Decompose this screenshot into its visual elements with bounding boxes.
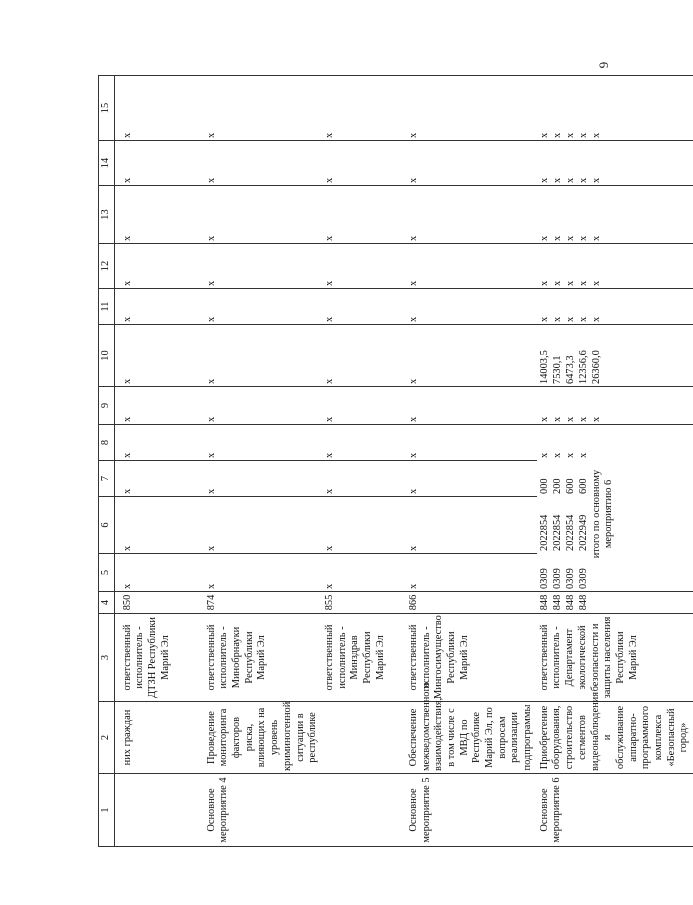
table-row xyxy=(120,76,204,847)
value: x xyxy=(564,316,576,322)
value: x xyxy=(551,177,563,183)
value: x xyxy=(538,416,550,422)
csr: 2022949 xyxy=(577,514,589,551)
value: x xyxy=(551,235,563,241)
col-header-7: 7 xyxy=(99,461,115,497)
amount-value: 12356,6 xyxy=(577,350,589,384)
cell: x xyxy=(120,325,204,387)
table-row xyxy=(406,76,537,847)
value: x xyxy=(577,316,589,322)
value: x xyxy=(551,316,563,322)
row-event-description: Приобретение оборудования, строительство сегментов видеонаблюдения и обслуживание аппаратно-программного комплекса «Безопасный город» xyxy=(537,702,693,774)
cell: x xyxy=(406,289,537,325)
code-line xyxy=(539,427,552,589)
row-executor: ответственный исполнитель - Мингосимущество Республики Марий Эл xyxy=(406,614,537,702)
cell: x xyxy=(120,425,204,461)
col-header-11: 11 xyxy=(99,289,115,325)
cell: x xyxy=(322,289,406,325)
cell: x xyxy=(204,141,322,186)
total-value: x xyxy=(590,316,602,322)
cell: x xyxy=(322,461,406,497)
value: x xyxy=(577,177,589,183)
col-header-2: 2 xyxy=(99,702,115,774)
col12-cell xyxy=(537,244,693,289)
cell: x xyxy=(551,452,563,458)
cell: x xyxy=(577,452,589,458)
col-header-10: 10 xyxy=(99,325,115,387)
cell: x xyxy=(204,387,322,425)
cell: x xyxy=(120,289,204,325)
code-line xyxy=(552,427,565,589)
value: x xyxy=(564,235,576,241)
row-event-description: Обеспечение межведомственного взаимодействия, в том числе с МВД по Республике Марий Эл, по вопросам реализации подпрограммы xyxy=(406,702,537,774)
amount-value: 6473,3 xyxy=(564,355,576,384)
total-value: x xyxy=(590,177,602,183)
col13-cell xyxy=(537,186,693,244)
col-header-4: 4 xyxy=(99,592,115,614)
rz-pr: 0309 xyxy=(577,568,589,589)
row-executor: ответственный исполнитель - Минздрав Республики Марий Эл xyxy=(322,614,406,702)
row-grbs-code xyxy=(537,592,693,614)
cell: x xyxy=(322,425,406,461)
cell: x xyxy=(406,497,537,554)
col-header-13: 13 xyxy=(99,186,115,244)
value: x xyxy=(538,316,550,322)
cell: x xyxy=(406,186,537,244)
cell: x xyxy=(406,425,537,461)
value: x xyxy=(577,132,589,138)
rz-pr: 0309 xyxy=(538,568,550,589)
value: x xyxy=(551,132,563,138)
cell: x xyxy=(120,141,204,186)
amount-cell xyxy=(537,325,693,387)
value: x xyxy=(538,132,550,138)
row-event-name: Основное мероприятие 4 xyxy=(204,774,322,847)
cell: x xyxy=(120,497,204,554)
total-value: x xyxy=(590,280,602,286)
vr: 600 xyxy=(577,478,589,494)
cell: x xyxy=(204,554,322,592)
header-row xyxy=(99,76,115,847)
page-number: 6 xyxy=(596,61,612,69)
value: x xyxy=(538,235,550,241)
cell: x xyxy=(564,452,576,458)
code-line xyxy=(578,427,591,589)
cell: x xyxy=(406,461,537,497)
col-header-14: 14 xyxy=(99,141,115,186)
row-event-name: Основное мероприятие 6 xyxy=(537,774,693,847)
cell: x xyxy=(120,76,204,141)
table-row xyxy=(204,76,322,847)
cell: x xyxy=(204,497,322,554)
total-line: итого по основному мероприятию 6 xyxy=(590,469,615,559)
vr: 200 xyxy=(551,478,563,494)
csr: 2022854 xyxy=(564,514,576,551)
col14-cell xyxy=(537,141,693,186)
cell: x xyxy=(120,387,204,425)
row-executor: ответственный исполнитель - ДТЗН Республики Марий Эл xyxy=(120,614,204,702)
col-header-9: 9 xyxy=(99,387,115,425)
cell: x xyxy=(120,186,204,244)
cell: x xyxy=(120,244,204,289)
row-grbs-code: 874 xyxy=(204,592,322,614)
cell: x xyxy=(406,554,537,592)
code-group xyxy=(537,425,693,592)
value: x xyxy=(577,416,589,422)
cell: x xyxy=(322,141,406,186)
total-value: x xyxy=(590,235,602,241)
vr: 000 xyxy=(538,478,550,494)
value: x xyxy=(564,132,576,138)
cell: x xyxy=(120,554,204,592)
value: 848 xyxy=(564,594,576,611)
rotated-table-container xyxy=(98,76,690,847)
cell: x xyxy=(120,461,204,497)
cell: x xyxy=(322,387,406,425)
col11-cell xyxy=(537,289,693,325)
total-value: x xyxy=(590,132,602,138)
cell: x xyxy=(322,76,406,141)
csr: 2022854 xyxy=(538,514,550,551)
vr: 600 xyxy=(564,478,576,494)
row-grbs-code: 855 xyxy=(322,592,406,614)
value: x xyxy=(564,177,576,183)
cell: x xyxy=(406,325,537,387)
value: x xyxy=(564,280,576,286)
col-header-15: 15 xyxy=(99,76,115,141)
value: 848 xyxy=(538,594,550,611)
cell: x xyxy=(204,244,322,289)
value: x xyxy=(564,416,576,422)
col-header-8: 8 xyxy=(99,425,115,461)
row-event-name: Основное мероприятие 5 xyxy=(406,774,537,847)
row-event-description: них граждан xyxy=(120,702,204,774)
amount-value: 14003,5 xyxy=(538,350,550,384)
row-event-description xyxy=(322,702,406,774)
code-line xyxy=(565,427,578,589)
cell: x xyxy=(204,186,322,244)
value: x xyxy=(577,235,589,241)
csr: 2022854 xyxy=(551,514,563,551)
value: x xyxy=(551,280,563,286)
program-table xyxy=(98,75,693,847)
cell: x xyxy=(204,325,322,387)
value: x xyxy=(577,280,589,286)
rz-pr: 0309 xyxy=(551,568,563,589)
cell: x xyxy=(406,141,537,186)
row-grbs-code: 850 xyxy=(120,592,204,614)
cell: x xyxy=(406,76,537,141)
col-header-12: 12 xyxy=(99,244,115,289)
row-event-name xyxy=(120,774,204,847)
col9-cell xyxy=(537,387,693,425)
col-header-6: 6 xyxy=(99,497,115,554)
cell: x xyxy=(406,387,537,425)
cell: x xyxy=(322,186,406,244)
value: 848 xyxy=(551,594,563,611)
cell: x xyxy=(204,425,322,461)
cell: x xyxy=(538,452,550,458)
value: x xyxy=(538,177,550,183)
value: 848 xyxy=(577,594,589,611)
cell: x xyxy=(322,325,406,387)
cell: x xyxy=(322,554,406,592)
total-amount: 26360,0 xyxy=(590,350,602,384)
amount-value: 7530,1 xyxy=(551,355,563,384)
cell: x xyxy=(406,244,537,289)
col-header-1: 1 xyxy=(99,774,115,847)
cell: x xyxy=(204,76,322,141)
row-executor: ответственный исполнитель - Минобрнауки Республики Марий Эл xyxy=(204,614,322,702)
table-row xyxy=(537,76,693,847)
col15-cell xyxy=(537,76,693,141)
value: x xyxy=(551,416,563,422)
total-value: x xyxy=(590,416,602,422)
value: x xyxy=(538,280,550,286)
row-grbs-code: 866 xyxy=(406,592,537,614)
cell: x xyxy=(322,244,406,289)
cell: x xyxy=(322,497,406,554)
col-header-5: 5 xyxy=(99,554,115,592)
cell: x xyxy=(204,461,322,497)
row-event-description: Проведение мониторинга факторов риска, влияющих на уровень криминогенной ситуации в республике xyxy=(204,702,322,774)
rz-pr: 0309 xyxy=(564,568,576,589)
col-header-3: 3 xyxy=(99,614,115,702)
cell: x xyxy=(204,289,322,325)
table-row xyxy=(322,76,406,847)
row-executor: ответственный исполнитель - Департамент экологической безопасности и защиты населения Республики Марий Эл xyxy=(537,614,693,702)
row-event-name xyxy=(322,774,406,847)
